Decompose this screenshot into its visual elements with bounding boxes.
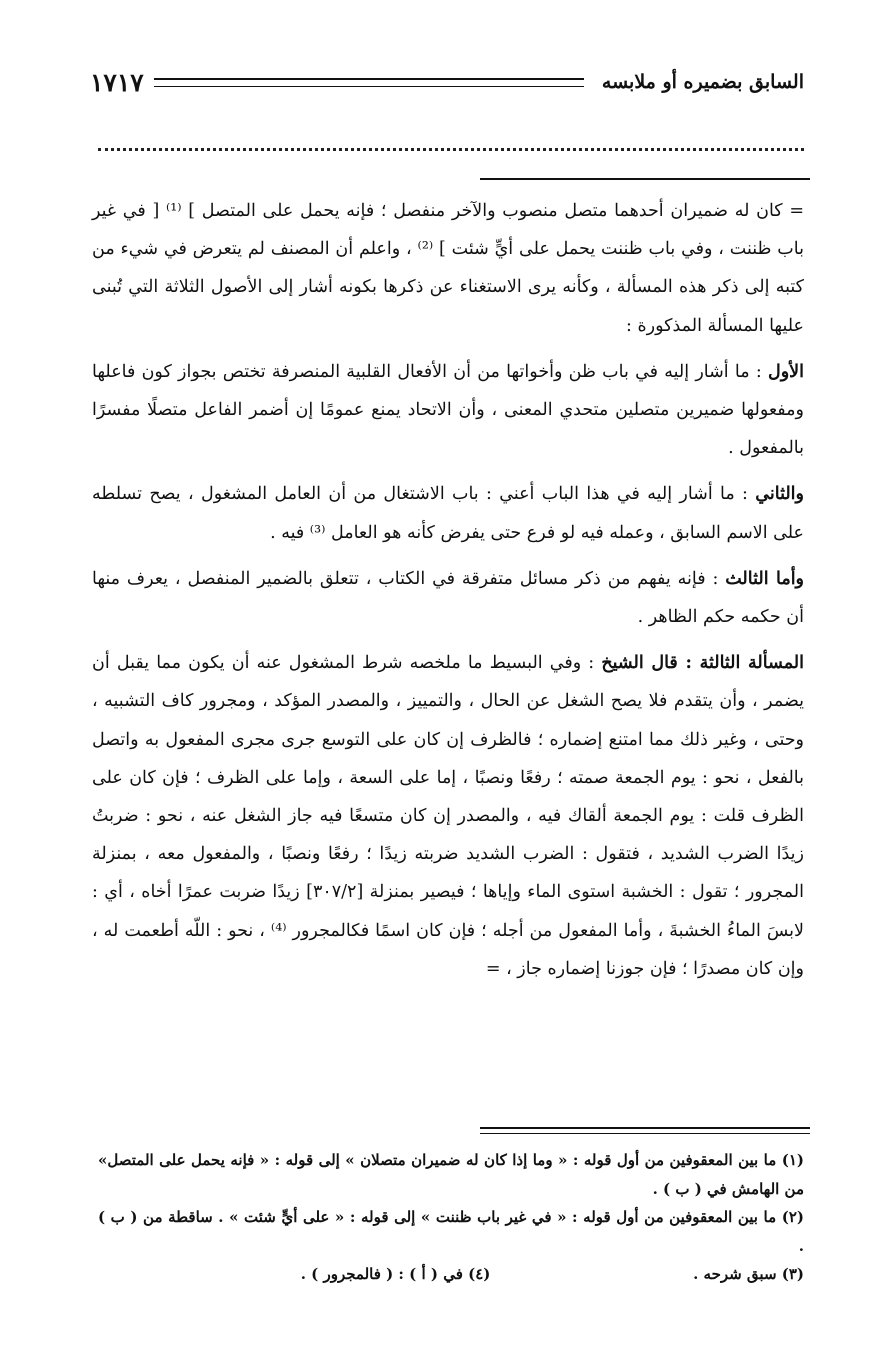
paragraph-text: : فإنه يفهم من ذكر مسائل متفرقة في الكتاب ، تتعلق بالضمير المنفصل ، يعرف منها أن حكمه حكم الظاهر . (92, 568, 804, 628)
paragraph-second (92, 475, 804, 551)
header-title: السابق بضميره أو ملابسه (601, 71, 804, 93)
footnote-spacer (490, 1260, 693, 1289)
paragraph-lead: والثاني (755, 484, 804, 505)
header-double-rule (154, 78, 584, 87)
paragraph-text: = كان له ضميران أحدهما متصل منصوب والآخر منفصل ؛ فإنه يحمل على المتصل ] ⁽¹⁾ [ في غير باب ظننت ، وفي باب ظننت يحمل على أيٍّ شئت ] ⁽²⁾ ، واعلم أن المصنف لم يتعرض في شيء من كتبه إلى ذكر هذه المسألة ، وكأنه يرى الاستغناء عن ذكرها بكونه أشار إلى الأصول الثلاثة التي تُبنى عليها المسألة المذكورة : (92, 201, 804, 336)
footnote-row (98, 1260, 804, 1289)
paragraph-lead: وأما الثالث (725, 568, 805, 589)
footnote-separator (480, 1127, 810, 1134)
continuation-rule (480, 178, 810, 180)
paragraph-first (92, 353, 804, 468)
main-text (92, 192, 804, 988)
dotted-separator (98, 128, 804, 151)
footnote-3: (٣) سبق شرحه . (693, 1265, 804, 1283)
paragraph-text: : وفي البسيط ما ملخصه شرط المشغول عنه أن يكون مما يقبل أن يضمر ، وأن يتقدم فلا يصح الشغل عن الحال ، والتمييز ، والمصدر المؤكد ، ومجرور كاف التشبيه ، وحتى ، وغير ذلك مما امتنع إضماره ؛ فالظرف إن كان على التوسع جرى مجرى المفعول به واتصل بالفعل ، نحو : يوم الجمعة صمته ؛ رفعًا ونصبًا ، إما على السعة ، وإما على الظرف ؛ فإن كان على الظرف قلت : يوم الجمعة ألقاك فيه ، والمصدر إن كان متسعًا فيه جاز الشغل عنه ، نحو : ضربتُ زيدًا الضرب الشديد ، فتقول : الضرب الشديد ضربته زيدًا ؛ رفعًا ونصبًا ، والمفعول معه ، بمنزلة المجرور ؛ تقول : الخشبة استوى الماء وإياها ؛ فيصير بمنزلة [٣٠٧/٢] زيدًا ضربت عمرًا أخاه ، أي : لابسَ الماءُ الخشبةَ ، وأما المفعول من أجله ؛ فإن كان اسمًا فكالمجرور ⁽⁴⁾ ، نحو : اللّه أطعمت له ، وإن كان مصدرًا ؛ فإن جوزنا إضماره جاز ، = (92, 653, 804, 979)
paragraph-text: : ما أشار إليه في باب ظن وأخواتها من أن الأفعال القلبية المنصرفة تختص بجواز كون فاعلها ومفعولها ضميرين متصلين متحدي المعنى ، وأن الاتحاد يمنع عمومًا إن أضمر الفاعل متصلًا مفسرًا بالمفعول . (92, 361, 804, 459)
footnote-spacer (98, 1260, 301, 1289)
paragraph-lead: الأول (767, 361, 804, 382)
footnote-4: (٤) في ( أ ) : ( فالمجرور ) . (300, 1265, 491, 1283)
paragraph-issue-three (92, 644, 804, 988)
footnote-1: (١) ما بين المعقوفين من أول قوله : « وما إذا كان له ضميران متصلان » إلى قوله : « فإنه يحمل على المتصل» من الهامش في ( ب ) . (98, 1151, 804, 1198)
footnotes (98, 1146, 804, 1289)
running-header (90, 62, 804, 102)
paragraph-text: : ما أشار إليه في هذا الباب أعني : باب الاشتغال من أن العامل المشغول ، يصح تسلطه على الاسم السابق ، وعمله فيه لو فرع حتى يفرض كأنه هو العامل ⁽³⁾ فيه . (92, 484, 804, 543)
paragraph-continuation (92, 192, 804, 345)
paragraph-third (92, 560, 804, 636)
paragraph-lead: المسألة الثالثة : قال الشيخ (601, 653, 805, 674)
page-number: ١٧١٧ (90, 67, 144, 97)
footnote-2: (٢) ما بين المعقوفين من أول قوله : « في غير باب ظننت » إلى قوله : « على أيٍّ شئت » . ساقطة من ( ب ) . (98, 1208, 804, 1255)
